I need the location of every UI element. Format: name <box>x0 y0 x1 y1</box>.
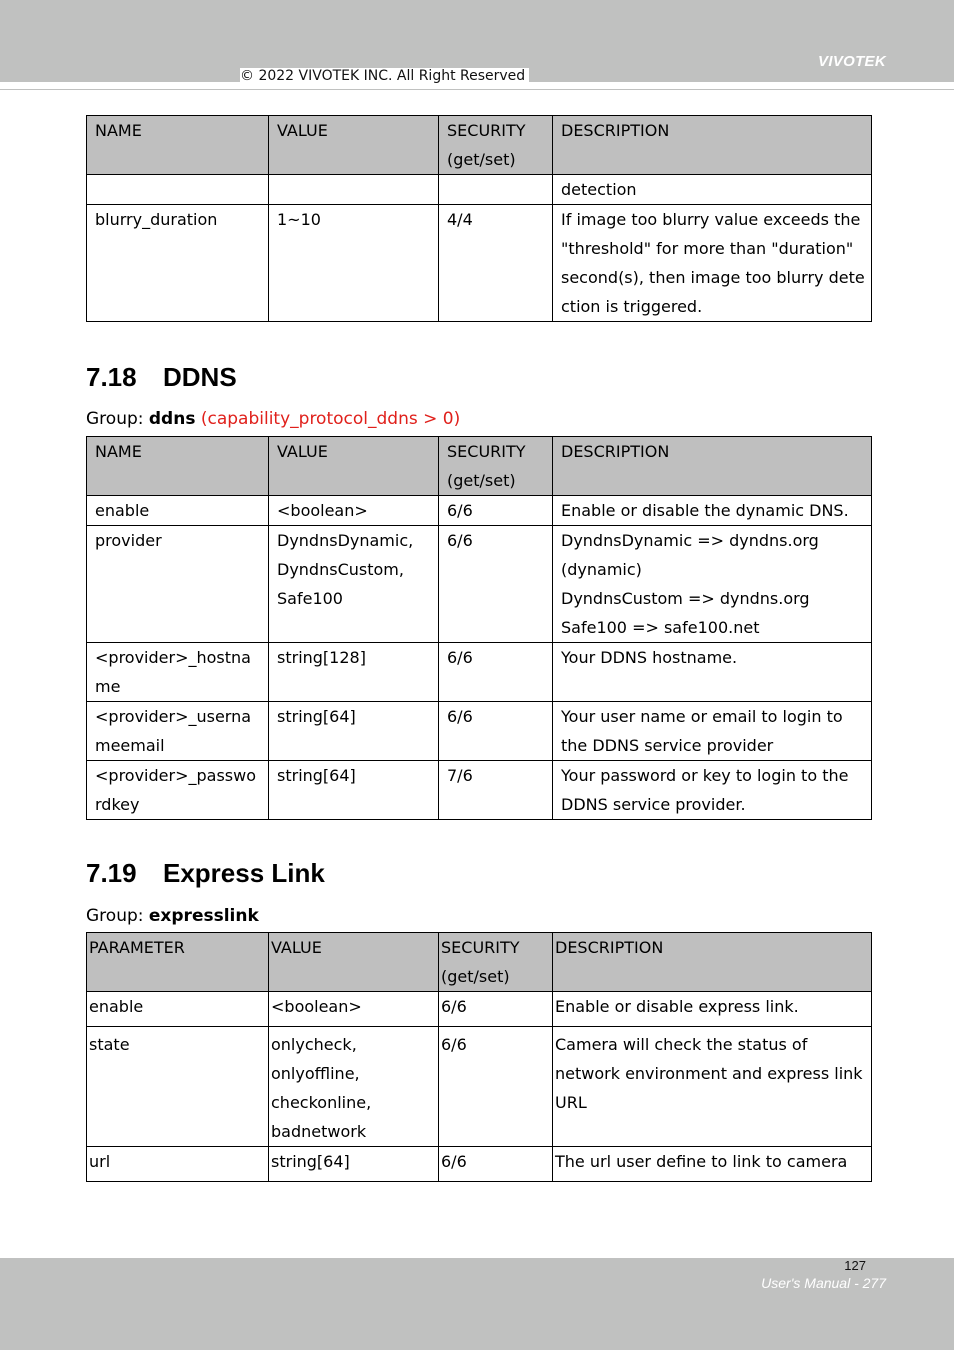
table-row <box>87 175 872 205</box>
cell-value: string[64] <box>269 761 439 820</box>
cell-security: 6/6 <box>439 1147 553 1182</box>
cell-security: 6/6 <box>439 496 553 526</box>
table-row <box>87 526 872 643</box>
cell-security <box>439 175 553 205</box>
cell-name: <provider>_passwordkey <box>87 761 269 820</box>
column-header-description: DESCRIPTION <box>553 933 872 992</box>
table-image-blur <box>86 115 872 322</box>
column-header-security: SECURITY (get/set) <box>439 437 553 496</box>
copyright-text: © 2022 VIVOTEK INC. All Right Reserved <box>240 68 529 85</box>
cell-name: <provider>_usernameemail <box>87 702 269 761</box>
section-heading-expresslink <box>86 858 325 889</box>
table-header-row <box>87 933 872 992</box>
group-label: Group: <box>86 409 149 429</box>
table-row <box>87 1147 872 1182</box>
cell-value: 1~10 <box>269 205 439 322</box>
cell-description: If image too blurry value exceeds the "threshold" for more than "duration" second(s), then image too blurry detection is triggered. <box>553 205 872 322</box>
cell-description: detection <box>553 175 872 205</box>
section-number: 7.19 <box>86 858 137 888</box>
cell-description: Enable or disable the dynamic DNS. <box>553 496 872 526</box>
cell-description: The url user define to link to camera <box>553 1147 872 1182</box>
cell-value <box>269 175 439 205</box>
table-header-row <box>87 116 872 175</box>
table-row <box>87 643 872 702</box>
manual-page-label: User's Manual - 277 <box>761 1275 886 1291</box>
footer-band <box>0 1258 954 1350</box>
section-number: 7.18 <box>86 362 137 392</box>
cell-name: blurry_duration <box>87 205 269 322</box>
cell-description: Camera will check the status of network environment and express link URL <box>553 1027 872 1147</box>
table-row <box>87 1027 872 1147</box>
group-label: Group: <box>86 906 149 926</box>
cell-name: provider <box>87 526 269 643</box>
column-header-value: VALUE <box>269 933 439 992</box>
cell-security: 4/4 <box>439 205 553 322</box>
column-header-name: NAME <box>87 116 269 175</box>
cell-description: Your DDNS hostname. <box>553 643 872 702</box>
section-title: Express Link <box>163 858 325 888</box>
table-row <box>87 761 872 820</box>
cell-description: Your password or key to login to the DDNS service provider. <box>553 761 872 820</box>
table-row <box>87 992 872 1027</box>
cell-description: DyndnsDynamic => dyndns.org (dynamic) DyndnsCustom => dyndns.org Safe100 => safe100.net <box>553 526 872 643</box>
column-header-parameter: PARAMETER <box>87 933 269 992</box>
brand-logo: VIVOTEK <box>818 53 886 70</box>
group-line-expresslink <box>86 906 259 926</box>
table-expresslink <box>86 932 872 1182</box>
cell-parameter: state <box>87 1027 269 1147</box>
cell-value: string[128] <box>269 643 439 702</box>
column-header-value: VALUE <box>269 116 439 175</box>
cell-description: Your user name or email to login to the DDNS service provider <box>553 702 872 761</box>
header-rule <box>0 89 954 90</box>
section-heading-ddns <box>86 362 237 393</box>
column-header-description: DESCRIPTION <box>553 437 872 496</box>
cell-security: 6/6 <box>439 992 553 1027</box>
cell-description: Enable or disable express link. <box>553 992 872 1027</box>
cell-security: 7/6 <box>439 761 553 820</box>
cell-value: DyndnsDynamic, DyndnsCustom, Safe100 <box>269 526 439 643</box>
cell-parameter: url <box>87 1147 269 1182</box>
cell-security: 6/6 <box>439 643 553 702</box>
cell-security: 6/6 <box>439 702 553 761</box>
cell-security: 6/6 <box>439 1027 553 1147</box>
column-header-value: VALUE <box>269 437 439 496</box>
table-row <box>87 496 872 526</box>
cell-value: <boolean> <box>269 496 439 526</box>
cell-security: 6/6 <box>439 526 553 643</box>
cell-value: onlycheck, onlyoffline, checkonline, badnetwork <box>269 1027 439 1147</box>
column-header-security: SECURITY (get/set) <box>439 933 553 992</box>
group-name: expresslink <box>148 906 259 926</box>
table-ddns <box>86 436 872 820</box>
cell-value: string[64] <box>269 1147 439 1182</box>
section-title: DDNS <box>163 362 237 392</box>
column-header-security: SECURITY (get/set) <box>439 116 553 175</box>
table-header-row <box>87 437 872 496</box>
cell-value: string[64] <box>269 702 439 761</box>
column-header-description: DESCRIPTION <box>553 116 872 175</box>
cell-name: <provider>_hostname <box>87 643 269 702</box>
page-number: 127 <box>844 1258 866 1273</box>
group-line-ddns <box>86 409 460 429</box>
table-row <box>87 702 872 761</box>
group-condition: (capability_protocol_ddns > 0) <box>195 409 461 429</box>
table-row <box>87 205 872 322</box>
column-header-name: NAME <box>87 437 269 496</box>
cell-name: enable <box>87 496 269 526</box>
group-name: ddns <box>148 409 196 429</box>
cell-parameter: enable <box>87 992 269 1027</box>
cell-name <box>87 175 269 205</box>
cell-value: <boolean> <box>269 992 439 1027</box>
